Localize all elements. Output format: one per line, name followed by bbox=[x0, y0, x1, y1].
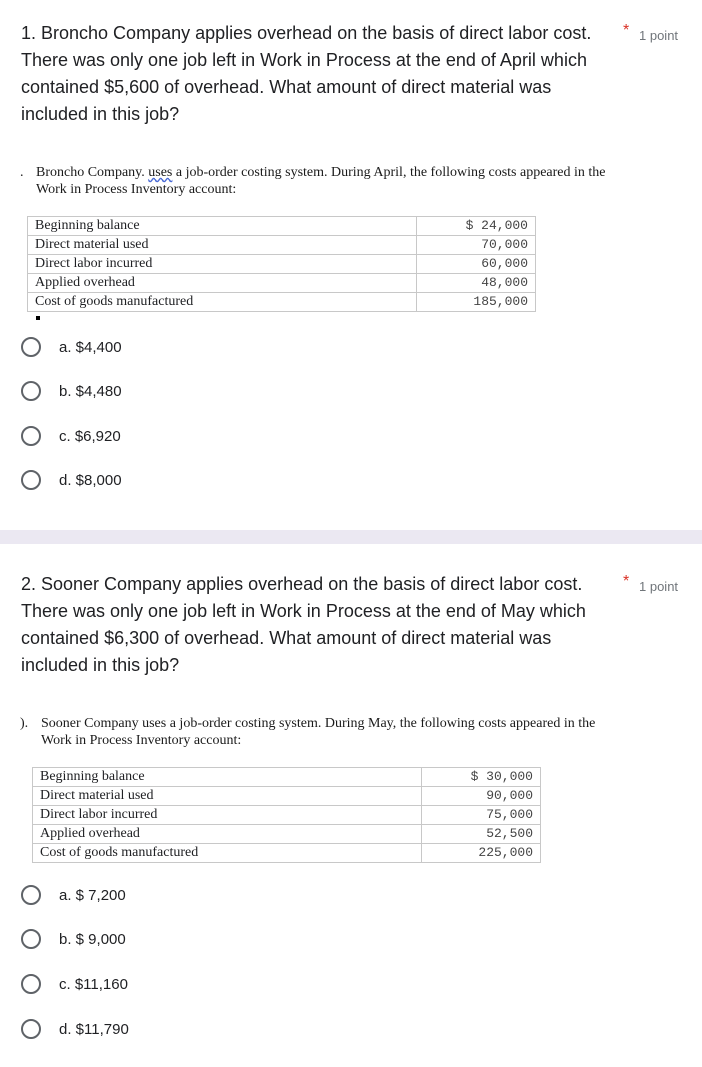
costs-table bbox=[32, 767, 541, 863]
table-row bbox=[28, 217, 536, 236]
row-label: Direct material used bbox=[28, 236, 417, 255]
intro-number: . bbox=[20, 165, 24, 180]
costs-table bbox=[27, 216, 536, 312]
intro-text-line2: Work in Process Inventory account: bbox=[41, 733, 242, 748]
table-row bbox=[33, 806, 541, 825]
radio-icon[interactable] bbox=[21, 1019, 41, 1039]
row-value: 60,000 bbox=[417, 255, 536, 274]
option-d[interactable] bbox=[21, 1017, 129, 1041]
intro-text-line1: Sooner Company uses a job-order costing system. During May, the following costs appeared in the bbox=[41, 716, 596, 731]
option-label: c. $11,160 bbox=[59, 975, 128, 993]
option-label: b. $4,480 bbox=[59, 382, 122, 400]
radio-icon[interactable] bbox=[21, 337, 41, 357]
row-value: $ 24,000 bbox=[417, 217, 536, 236]
intro-text-underlined: uses bbox=[148, 165, 173, 180]
row-label: Applied overhead bbox=[33, 825, 422, 844]
option-c[interactable] bbox=[21, 972, 128, 996]
option-label: a. $ 7,200 bbox=[59, 886, 126, 904]
option-label: d. $11,790 bbox=[59, 1020, 129, 1038]
row-label: Direct material used bbox=[33, 787, 422, 806]
table-row bbox=[33, 768, 541, 787]
question-image-intro bbox=[20, 715, 690, 749]
row-value: $ 30,000 bbox=[422, 768, 541, 787]
option-label: b. $ 9,000 bbox=[59, 930, 126, 948]
intro-number: ). bbox=[20, 716, 29, 731]
table-row bbox=[28, 293, 536, 312]
row-label: Direct labor incurred bbox=[28, 255, 417, 274]
option-b[interactable] bbox=[21, 379, 122, 403]
intro-text-post: a job-order costing system. During April, the following costs appeared in the bbox=[172, 165, 606, 180]
table-row bbox=[33, 825, 541, 844]
table-row bbox=[28, 255, 536, 274]
option-a[interactable] bbox=[21, 335, 122, 359]
row-value: 48,000 bbox=[417, 274, 536, 293]
row-label: Cost of goods manufactured bbox=[28, 293, 417, 312]
option-a[interactable] bbox=[21, 883, 126, 907]
points-label: 1 point bbox=[639, 579, 679, 594]
option-d[interactable] bbox=[21, 468, 122, 492]
row-value: 225,000 bbox=[422, 844, 541, 863]
row-value: 70,000 bbox=[417, 236, 536, 255]
radio-icon[interactable] bbox=[21, 885, 41, 905]
radio-icon[interactable] bbox=[21, 470, 41, 490]
points-label: 1 point bbox=[639, 28, 679, 43]
table-row bbox=[33, 787, 541, 806]
row-label: Beginning balance bbox=[33, 768, 422, 787]
option-label: d. $8,000 bbox=[59, 471, 122, 489]
option-c[interactable] bbox=[21, 424, 121, 448]
required-asterisk: * bbox=[623, 22, 630, 39]
table-row bbox=[28, 274, 536, 293]
option-label: c. $6,920 bbox=[59, 427, 121, 445]
intro-text-pre: Broncho Company. bbox=[36, 165, 149, 180]
question-image-intro bbox=[20, 164, 690, 198]
row-label: Direct labor incurred bbox=[33, 806, 422, 825]
radio-icon[interactable] bbox=[21, 381, 41, 401]
radio-icon[interactable] bbox=[21, 929, 41, 949]
row-label: Cost of goods manufactured bbox=[33, 844, 422, 863]
row-value: 90,000 bbox=[422, 787, 541, 806]
row-label: Beginning balance bbox=[28, 217, 417, 236]
table-row bbox=[28, 236, 536, 255]
bullet-dot-icon bbox=[36, 316, 40, 320]
radio-icon[interactable] bbox=[21, 426, 41, 446]
row-value: 185,000 bbox=[417, 293, 536, 312]
intro-text-line2: Work in Process Inventory account: bbox=[36, 182, 237, 197]
row-value: 75,000 bbox=[422, 806, 541, 825]
question-title: 1. Broncho Company applies overhead on the basis of direct labor cost. There was only one job left in Work in Process at the end of April which contained $5,600 of overhead. What amount of direct material was included in this job? bbox=[21, 23, 592, 124]
question-card-1 bbox=[0, 0, 702, 530]
table-row bbox=[33, 844, 541, 863]
question-title: 2. Sooner Company applies overhead on the basis of direct labor cost. There was only one job left in Work in Process at the end of May which contained $6,300 of overhead. What amount of direct material was included in this job? bbox=[21, 574, 586, 675]
card-divider bbox=[0, 530, 702, 544]
radio-icon[interactable] bbox=[21, 974, 41, 994]
row-label: Applied overhead bbox=[28, 274, 417, 293]
row-value: 52,500 bbox=[422, 825, 541, 844]
question-card-2 bbox=[0, 544, 702, 1067]
option-label: a. $4,400 bbox=[59, 338, 122, 356]
required-asterisk: * bbox=[623, 573, 630, 590]
option-b[interactable] bbox=[21, 927, 126, 951]
